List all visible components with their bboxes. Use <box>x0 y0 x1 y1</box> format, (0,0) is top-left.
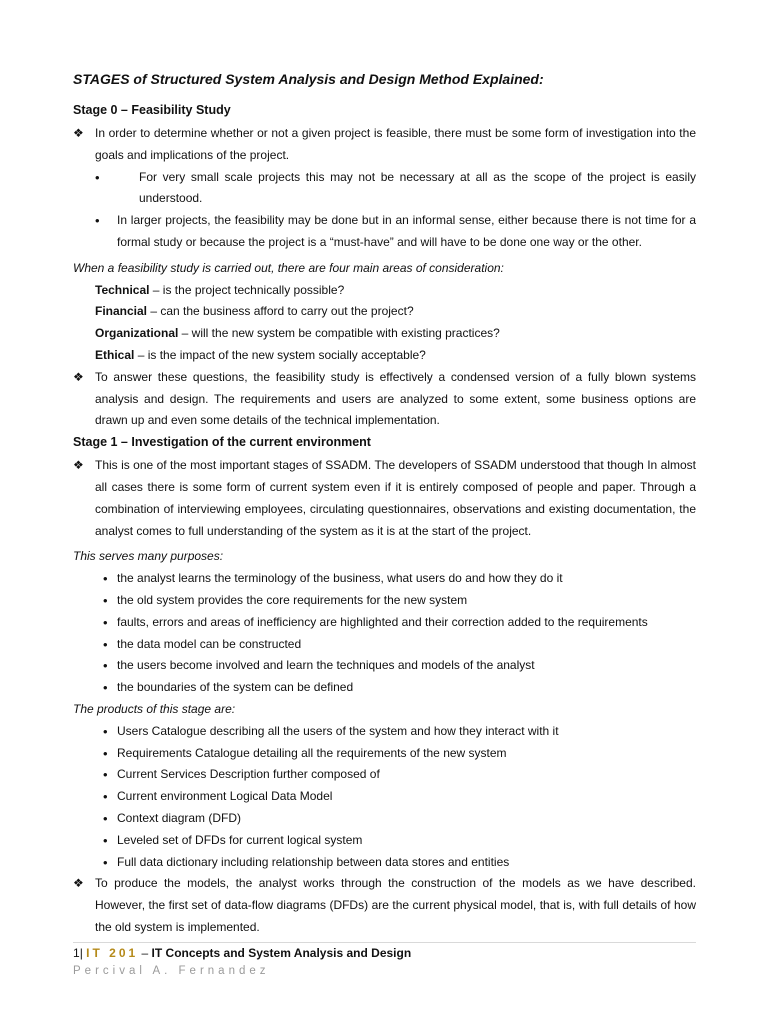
dot-bullet-icon: • <box>103 789 108 805</box>
dot-bullet-icon: • <box>103 810 108 826</box>
stage0-heading: Stage 0 – Feasibility Study <box>73 103 231 117</box>
stage0-point2-text: To answer these questions, the feasibility study is effectively a condensed version of a fully blown systems analysis and design. The requirements and users are analyzed to some extent, some business options are drawn up and even some details of the technical implementation. <box>95 369 696 428</box>
area-technical <box>73 280 696 302</box>
list-item <box>73 634 696 656</box>
area-term: Financial <box>95 304 148 319</box>
product-text: Full data dictionary including relationship between data stores and entities <box>117 854 510 869</box>
stage1-point2 <box>73 873 696 938</box>
diamond-bullet-icon: ❖ <box>73 369 84 384</box>
stage0-sub-bullets <box>73 167 696 254</box>
area-term: Organizational <box>95 326 179 341</box>
dot-bullet-icon: • <box>95 169 100 185</box>
dot-bullet-icon: • <box>95 213 100 229</box>
dot-bullet-icon: • <box>103 592 108 608</box>
stage0-sub1-text: For very small scale projects this may not be necessary at all as the scope of the project is easily understood. <box>139 169 696 206</box>
product-text: Context diagram (DFD) <box>117 810 242 825</box>
stage1-point2-text: To produce the models, the analyst works through the construction of the models as we have described. However, the first set of data-flow diagrams (DFDs) are the current physical model, that is, with full details of how the old system is implemented. <box>95 876 696 934</box>
dot-bullet-icon: • <box>103 723 108 739</box>
product-text: Users Catalogue describing all the users of the system and how they interact with it <box>117 723 559 738</box>
footer-separator: | <box>79 946 83 960</box>
list-item <box>73 167 696 211</box>
list-item <box>73 830 696 852</box>
dot-bullet-icon: • <box>103 680 108 696</box>
footer-course-line <box>73 945 696 961</box>
area-desc: – is the project technically possible? <box>149 282 345 297</box>
list-item <box>73 743 696 765</box>
list-item <box>73 852 696 874</box>
diamond-bullet-icon: ❖ <box>73 876 84 891</box>
dot-bullet-icon: • <box>103 832 108 848</box>
purpose-text: the users become involved and learn the techniques and models of the analyst <box>117 658 535 673</box>
area-desc: – is the impact of the new system socially acceptable? <box>134 347 426 362</box>
list-item <box>73 677 696 699</box>
stage1-products-intro: The products of this stage are: <box>73 701 236 716</box>
list-item <box>73 808 696 830</box>
stage0-sub2-text: In larger projects, the feasibility may be done but in an informal sense, either because there is not time for a formal study or because the project is a “must-have” and will have to be done one way or the other. <box>117 213 696 249</box>
product-text: Requirements Catalogue detailing all the requirements of the new system <box>117 745 507 760</box>
stage0-point2 <box>73 367 696 432</box>
dot-bullet-icon: • <box>103 658 108 674</box>
purpose-text: the old system provides the core requirements for the new system <box>117 592 468 607</box>
list-item <box>73 721 696 743</box>
dot-bullet-icon: • <box>103 767 108 783</box>
list-item <box>73 210 696 254</box>
dot-bullet-icon: • <box>103 636 108 652</box>
area-term: Ethical <box>95 347 135 362</box>
stage0-point1 <box>73 123 696 167</box>
page-number: 1 <box>73 946 80 960</box>
purpose-text: the boundaries of the system can be defined <box>117 680 354 695</box>
purpose-text: the data model can be constructed <box>117 636 302 651</box>
list-item <box>73 786 696 808</box>
area-ethical <box>73 345 696 367</box>
list-item <box>73 568 696 590</box>
product-text: Leveled set of DFDs for current logical system <box>117 832 363 847</box>
course-title: IT Concepts and System Analysis and Design <box>151 946 412 960</box>
list-item <box>73 612 696 634</box>
course-code: IT 201 <box>86 946 139 960</box>
stage1-products-list <box>73 721 696 874</box>
page-footer <box>73 942 696 979</box>
document-page <box>73 70 696 939</box>
product-text: Current Services Description further composed of <box>117 767 380 782</box>
diamond-bullet-icon: ❖ <box>73 126 84 140</box>
stage1-point1-text: This is one of the most important stages of SSADM. The developers of SSADM understood that though In almost all cases there is some form of current system even if it is entirely composed of people and paper. Through a combination of interviewing employees, circulating questionnaires, observations and existing documentation, the analyst comes to full understanding of the system as it is at the start of the project. <box>95 458 696 538</box>
stage1-heading: Stage 1 – Investigation of the current environment <box>73 435 371 450</box>
area-financial <box>73 301 696 323</box>
area-desc: – will the new system be compatible with existing practices? <box>178 326 500 341</box>
diamond-bullet-icon: ❖ <box>73 458 84 473</box>
list-item <box>73 655 696 677</box>
purpose-text: faults, errors and areas of inefficiency are highlighted and their correction added to the requirements <box>117 614 648 629</box>
dot-bullet-icon: • <box>103 854 108 870</box>
dot-bullet-icon: • <box>103 571 108 587</box>
stage0-intro: When a feasibility study is carried out, there are four main areas of consideration: <box>73 260 504 275</box>
stage1-point1 <box>73 455 696 542</box>
document-title: STAGES of Structured System Analysis and Design Method Explained: <box>73 71 544 87</box>
list-item <box>73 764 696 786</box>
area-term: Technical <box>95 282 150 297</box>
purpose-text: the analyst learns the terminology of the business, what users do and how they do it <box>117 571 563 586</box>
author-name: Percival A. Fernandez <box>73 965 270 977</box>
stage1-purposes-intro: This serves many purposes: <box>73 549 224 564</box>
product-text: Current environment Logical Data Model <box>117 789 333 804</box>
footer-dash: – <box>138 946 152 960</box>
list-item <box>73 590 696 612</box>
dot-bullet-icon: • <box>103 614 108 630</box>
area-desc: – can the business afford to carry out the project? <box>147 304 414 319</box>
stage1-purposes-list <box>73 568 696 699</box>
stage0-point1-text: In order to determine whether or not a given project is feasible, there must be some form of investigation into the goals and implications of the project. <box>95 126 696 162</box>
area-organizational <box>73 323 696 345</box>
dot-bullet-icon: • <box>103 745 108 761</box>
